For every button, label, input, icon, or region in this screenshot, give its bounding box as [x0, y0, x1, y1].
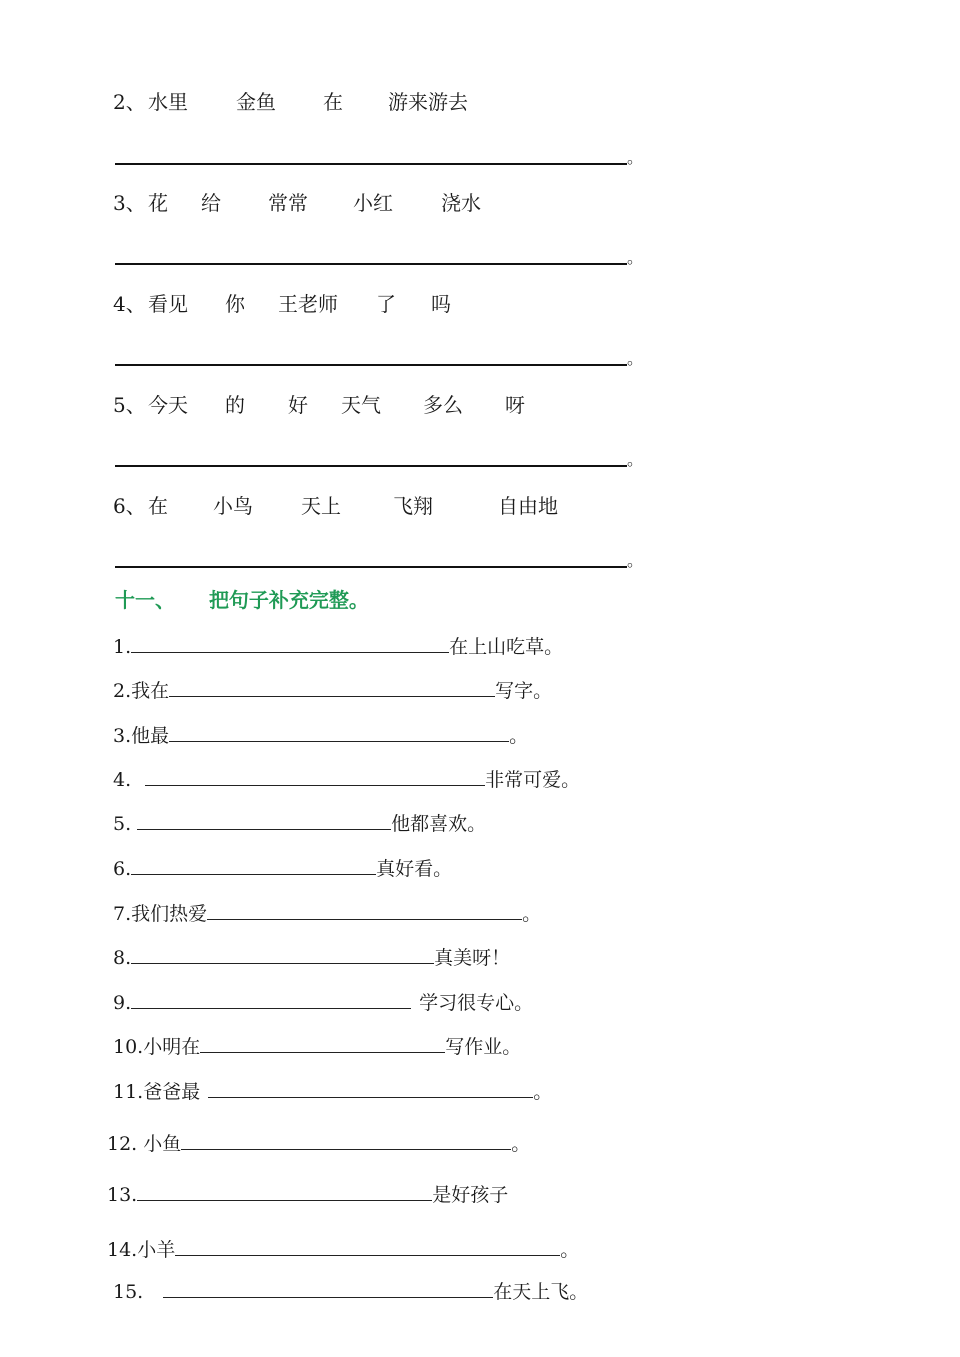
word: 吗 [431, 292, 451, 316]
blank-field[interactable] [145, 767, 485, 786]
fill-item-12 [107, 1131, 530, 1156]
blank-field[interactable] [208, 1079, 533, 1098]
answer-line[interactable] [115, 364, 627, 366]
word: 天气 [341, 393, 381, 417]
word: 今天 [148, 393, 188, 417]
blank-field[interactable] [137, 811, 391, 830]
blank-field[interactable] [207, 901, 522, 920]
item-prefix: 10.小明在 [113, 1036, 201, 1058]
word: 花 [148, 191, 168, 215]
item-prefix: 14.小羊 [107, 1239, 176, 1261]
word: 天上 [301, 494, 341, 518]
item-prefix: 2.我在 [113, 680, 170, 702]
fill-item-4 [113, 767, 580, 792]
word: 小鸟 [213, 494, 253, 518]
period: 。 [627, 551, 644, 570]
question-number: 2、 [113, 90, 146, 114]
question-2 [113, 90, 633, 114]
item-suffix: 非常可爱。 [485, 769, 581, 791]
word: 看见 [148, 292, 188, 316]
blank-field[interactable] [131, 856, 376, 875]
period: 。 [627, 349, 644, 368]
item-prefix: 1. [113, 636, 132, 658]
word: 自由地 [498, 494, 558, 518]
item-suffix: 写作业。 [445, 1036, 522, 1058]
item-suffix: 真美呀！ [434, 947, 511, 969]
word: 水里 [148, 90, 188, 114]
word: 你 [225, 292, 245, 316]
word: 的 [225, 393, 245, 417]
answer-line[interactable] [115, 263, 627, 265]
section-title: 把句子补充完整。 [208, 588, 369, 612]
answer-line[interactable] [115, 465, 627, 467]
answer-line[interactable] [115, 163, 627, 165]
fill-item-14 [107, 1237, 579, 1262]
blank-field[interactable] [175, 1237, 560, 1256]
period: 。 [627, 148, 644, 167]
item-prefix: 9. [113, 992, 132, 1014]
item-prefix: 6. [113, 858, 132, 880]
blank-field[interactable] [169, 678, 495, 697]
item-suffix: 。 [509, 725, 529, 747]
word: 小红 [353, 191, 393, 215]
fill-item-6 [113, 856, 452, 881]
word: 常常 [268, 191, 308, 215]
blank-field[interactable] [163, 1279, 493, 1298]
item-suffix: 在上山吃草。 [449, 636, 564, 658]
item-prefix: 7.我们热爱 [113, 903, 208, 925]
question-4 [113, 292, 633, 316]
word: 好 [288, 393, 308, 417]
item-suffix: 真好看。 [376, 858, 453, 880]
answer-line[interactable] [115, 566, 627, 568]
fill-item-3 [113, 723, 528, 748]
fill-item-2 [113, 678, 552, 703]
item-suffix: 。 [522, 903, 542, 925]
fill-item-5 [113, 811, 486, 836]
word: 在 [148, 494, 168, 518]
blank-field[interactable] [181, 1131, 511, 1150]
word: 游来游去 [388, 90, 468, 114]
fill-item-15 [113, 1279, 588, 1304]
item-suffix: 。 [511, 1133, 531, 1155]
fill-item-8 [113, 945, 510, 970]
blank-field[interactable] [169, 723, 509, 742]
period: 。 [627, 450, 644, 469]
blank-field[interactable] [131, 634, 449, 653]
fill-item-1 [113, 634, 563, 659]
fill-item-13 [107, 1182, 508, 1207]
word: 浇水 [441, 191, 481, 215]
word: 了 [376, 292, 396, 316]
blank-field[interactable] [137, 1182, 432, 1201]
question-number: 6、 [113, 494, 146, 518]
question-number: 4、 [113, 292, 146, 316]
item-prefix: 15. [113, 1281, 144, 1303]
fill-item-11 [113, 1079, 552, 1104]
word: 飞翔 [393, 494, 433, 518]
question-6 [113, 494, 633, 518]
item-prefix: 8. [113, 947, 132, 969]
fill-item-9 [113, 990, 533, 1015]
question-number: 3、 [113, 191, 146, 215]
fill-item-7 [113, 901, 541, 926]
word: 给 [201, 191, 221, 215]
question-5 [113, 393, 633, 417]
item-prefix: 11.爸爸最 [113, 1081, 201, 1103]
item-prefix: 4. [113, 769, 132, 791]
item-prefix: 12. 小鱼 [107, 1133, 182, 1155]
word: 金鱼 [236, 90, 276, 114]
blank-field[interactable] [131, 945, 434, 964]
word: 王老师 [278, 292, 338, 316]
section-heading [115, 588, 369, 612]
blank-field[interactable] [131, 990, 411, 1009]
item-prefix: 5. [113, 813, 132, 835]
period: 。 [627, 248, 644, 267]
section-number: 十一、 [115, 588, 175, 612]
item-suffix: 在天上飞。 [493, 1281, 589, 1303]
item-suffix: 。 [560, 1239, 580, 1261]
question-3 [113, 191, 633, 215]
question-number: 5、 [113, 393, 146, 417]
item-suffix: 。 [533, 1081, 553, 1103]
item-suffix: 写字。 [495, 680, 553, 702]
item-prefix: 3.他最 [113, 725, 170, 747]
word: 呀 [505, 393, 525, 417]
item-suffix: 学习很专心。 [419, 992, 534, 1014]
fill-item-10 [113, 1034, 521, 1059]
word: 在 [323, 90, 343, 114]
item-suffix: 是好孩子 [432, 1184, 509, 1206]
item-suffix: 他都喜欢。 [391, 813, 487, 835]
blank-field[interactable] [200, 1034, 445, 1053]
item-prefix: 13. [107, 1184, 138, 1206]
word: 多么 [423, 393, 463, 417]
